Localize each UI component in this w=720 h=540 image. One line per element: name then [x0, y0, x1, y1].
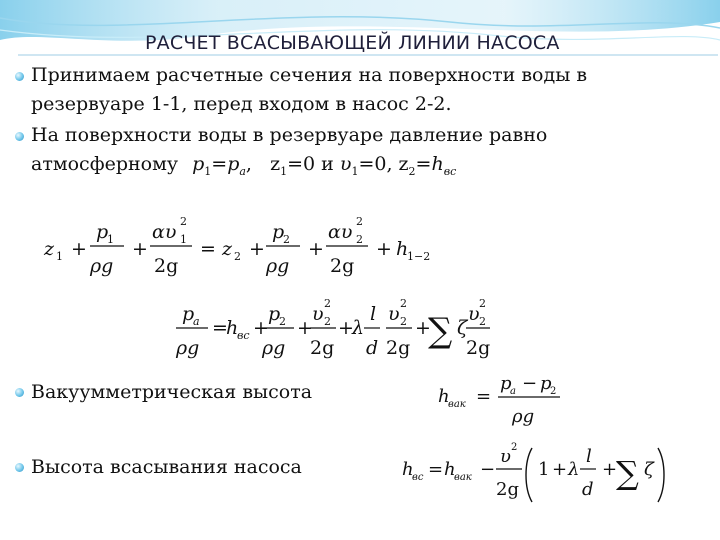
one-term: 1 — [538, 459, 550, 480]
square-exp: 2 — [324, 297, 331, 310]
z1-sub: 1 — [280, 164, 288, 178]
bullet-text-3: Вакуумметрическая высота — [31, 381, 313, 403]
h-loss-index: 1−2 — [407, 250, 431, 263]
bullet-1-line-1: Принимаем расчетные сечения на поверхности воды в — [31, 64, 588, 86]
bullet-dot — [15, 463, 24, 472]
z1-symbol: z — [270, 153, 281, 175]
alpha-v2-numerator: αυ — [328, 221, 353, 243]
square-exp: 2 — [180, 215, 187, 228]
h-symbol: h — [431, 153, 444, 175]
alpha-v1-numerator: αυ — [152, 221, 177, 243]
v2-numerator: υ — [388, 303, 400, 325]
bernoulli-equation — [40, 212, 440, 280]
pa-symbol: p — [227, 153, 240, 175]
sum-symbol: ∑ — [616, 454, 639, 492]
two-g-denominator: 2g — [466, 337, 491, 359]
z2-eq: = — [415, 153, 432, 175]
two-g-denominator: 2g — [386, 337, 411, 359]
pa-numerator: p — [500, 373, 512, 394]
h-term: h — [226, 317, 239, 339]
vacuum-height-formula — [436, 370, 576, 434]
p2-index: 2 — [550, 386, 557, 397]
bullet-2-prefix: атмосферному — [31, 153, 179, 175]
two-g-denominator: 2g — [310, 337, 335, 359]
rhog-denominator: ρg — [90, 255, 114, 277]
equals-sign: = — [212, 317, 228, 339]
title-underline — [18, 54, 718, 56]
plus-sign: + — [253, 317, 269, 339]
p2-index: 2 — [279, 315, 286, 328]
p1-index: 1 — [107, 233, 114, 246]
square-exp: 2 — [400, 297, 407, 310]
equals-sign: = — [476, 386, 492, 407]
plus-sign: + — [249, 238, 265, 260]
inline-conditions: $p_1=p_a$, $z_1=0$ и $\upsilon_1=0$, $z_2=h_{вс}$ — [192, 153, 457, 178]
eq-sign: = — [211, 153, 228, 175]
lambda-symbol: λ — [568, 459, 580, 480]
plus-sign: + — [308, 238, 324, 260]
h-term: h — [402, 459, 414, 480]
h-index: вак — [448, 399, 466, 410]
v2-index: 2 — [400, 315, 407, 328]
equals-sign: = — [428, 459, 444, 480]
equals-sign: = — [200, 238, 216, 260]
h-index: вс — [237, 329, 250, 342]
p2-numerator: p — [540, 373, 552, 394]
suction-height-formula — [400, 440, 676, 508]
minus-sign: − — [522, 373, 538, 394]
pa-index: a — [193, 315, 200, 328]
v1-symbol: υ — [339, 153, 352, 175]
bullet-text-1 — [31, 61, 587, 119]
sum-symbol: ∑ — [428, 311, 453, 351]
bullet-text-4: Высота всасывания насоса — [31, 456, 302, 478]
l-numerator: l — [586, 446, 592, 467]
square-exp: 2 — [356, 215, 363, 228]
rhog-denominator: ρg — [176, 337, 200, 359]
p2-numerator: p — [272, 221, 285, 243]
rhog-denominator: ρg — [262, 337, 286, 359]
h-vak-index: вак — [454, 472, 472, 483]
v1-value: =0, — [358, 153, 399, 175]
v2-index: 2 — [356, 233, 363, 246]
v1-index: 1 — [180, 233, 187, 246]
d-denominator: d — [366, 337, 379, 359]
minus-sign: − — [480, 459, 496, 480]
l-numerator: l — [370, 303, 377, 325]
zeta-symbol: ζ — [457, 317, 468, 339]
v2-index: 2 — [324, 315, 331, 328]
h-sub: вс — [443, 164, 457, 178]
lambda-symbol: λ — [352, 317, 365, 339]
suction-line-equation — [172, 294, 492, 362]
slide-title: РАСЧЕТ ВСАСЫВАЮЩЕЙ ЛИНИИ НАСОСА — [145, 32, 560, 54]
rhog-denominator: ρg — [512, 406, 535, 427]
bullet-dot — [15, 72, 24, 81]
z2-term: z — [222, 238, 233, 260]
plus-sign: + — [71, 238, 87, 260]
two-g-denominator: 2g — [330, 255, 355, 277]
h-vak-term: h — [444, 459, 456, 480]
v1-sub: 1 — [351, 164, 359, 178]
bullet-1-line-2: резервуаре 1-1, перед входом в насос 2-2. — [31, 93, 452, 115]
plus-sign: + — [338, 317, 354, 339]
p2-numerator: p — [268, 303, 281, 325]
v2-index: 2 — [479, 315, 486, 328]
h-term: h — [438, 386, 450, 407]
pa-numerator: p — [182, 303, 195, 325]
p1-numerator: p — [96, 221, 109, 243]
plus-sign: + — [376, 238, 392, 260]
pa-sub: a — [239, 164, 246, 178]
v2-numerator: υ — [312, 303, 324, 325]
square-exp: 2 — [479, 297, 486, 310]
square-exp: 2 — [511, 442, 518, 453]
z2-symbol: z — [398, 153, 409, 175]
zeta-symbol: ζ — [644, 459, 654, 480]
two-g-denominator: 2g — [154, 255, 179, 277]
z1-term: z — [44, 238, 55, 260]
d-denominator: d — [582, 479, 594, 500]
plus-sign: + — [132, 238, 148, 260]
plus-sign: + — [552, 459, 568, 480]
z1-value: =0 и — [287, 153, 340, 175]
v2-numerator: υ — [468, 303, 480, 325]
bullet-dot — [15, 132, 24, 141]
rhog-denominator: ρg — [266, 255, 290, 277]
p2-index: 2 — [283, 233, 290, 246]
two-g-denominator: 2g — [496, 479, 519, 500]
h-loss: h — [396, 238, 409, 260]
z2-index: 2 — [234, 250, 241, 263]
p1-sub: 1 — [204, 164, 212, 178]
bullet-text-2 — [31, 121, 547, 186]
plus-sign: + — [297, 317, 313, 339]
z1-index: 1 — [56, 250, 63, 263]
v-numerator: υ — [500, 446, 511, 467]
plus-sign: + — [415, 317, 431, 339]
bullet-dot — [15, 388, 24, 397]
plus-sign: + — [602, 459, 618, 480]
p1-symbol: p — [192, 153, 205, 175]
bullet-2-line-2 — [31, 150, 547, 186]
bullet-2-line-1: На поверхности воды в резервуаре давление равно — [31, 124, 548, 146]
pa-index: a — [510, 386, 516, 397]
h-index: вс — [412, 472, 424, 483]
z2-sub: 2 — [408, 164, 416, 178]
